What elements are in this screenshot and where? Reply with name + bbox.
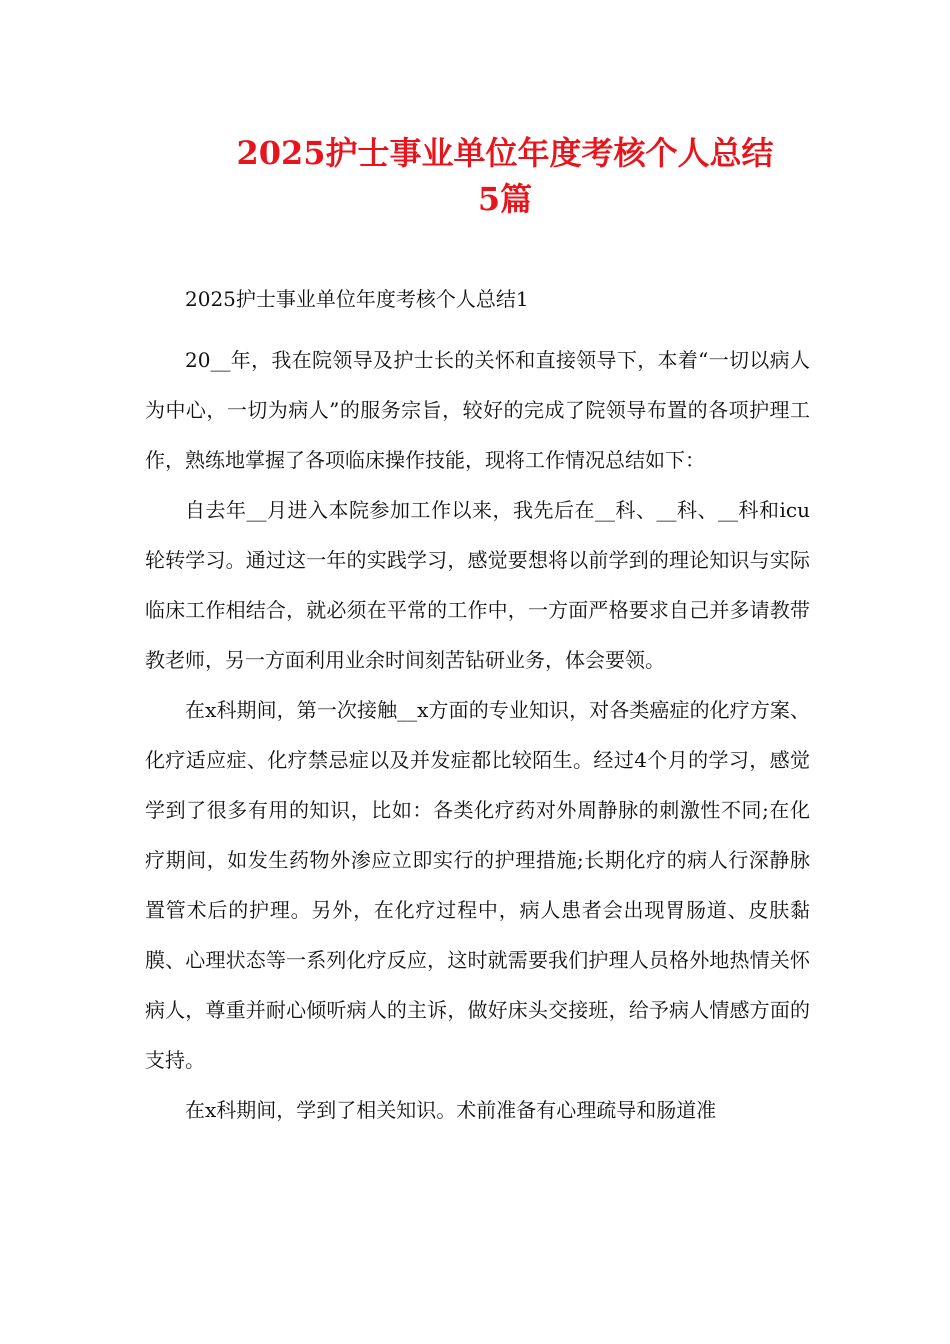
body-paragraph: 自去年__月进入本院参加工作以来，我先后在__科、__科、__科和icu轮转学习。通过这一年的实践学习，感觉要想将以前学到的理论知识与实际临床工作相结合，就必须在平常的工作中，一方面严格要求自己并多请教带教老师，另一方面利用业余时间刻苦钻研业务，体会要领。 (145, 498, 810, 672)
body-paragraph: 在x科期间，第一次接触__x方面的专业知识，对各类癌症的化疗方案、化疗适应症、化疗禁忌症以及并发症都比较陌生。经过4个月的学习，感觉学到了很多有用的知识，比如：各类化疗药对外周静脉的刺激性不同;在化疗期间，如发生药物外渗应立即实行的护理措施;长期化疗的病人行深静脉置管术后的护理。另外，在化疗过程中，病人患者会出现胃肠道、皮肤黏膜、心理状态等一系列化疗反应，这时就需要我们护理人员格外地热情关怀病人，尊重并耐心倾听病人的主诉，做好床头交接班，给予病人情感方面的支持。 (145, 698, 810, 1072)
section-heading: 2025护士事业单位年度考核个人总结1 (185, 287, 529, 311)
document-body (145, 283, 810, 1135)
body-paragraph: 20__年，我在院领导及护士长的关怀和直接领导下，本着“一切以病人为中心，一切为病人”的服务宗旨，较好的完成了院领导布置的各项护理工作，熟练地掌握了各项临床操作技能，现将工作情况总结如下： (145, 348, 810, 472)
document-title-line-2: 5篇 (477, 180, 533, 218)
body-paragraph: 在x科期间，学到了相关知识。术前准备有心理疏导和肠道准 (185, 1098, 717, 1122)
document-title-line-1: 2025护士事业单位年度考核个人总结 (236, 134, 774, 172)
